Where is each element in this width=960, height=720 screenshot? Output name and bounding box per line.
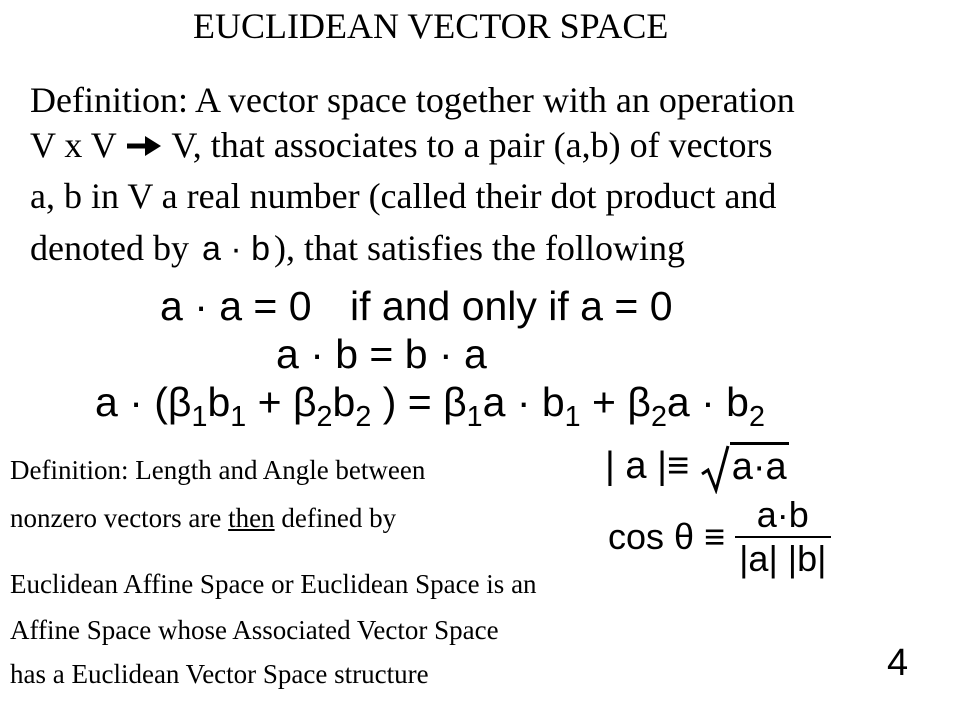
length-radicand: a·a <box>730 442 789 489</box>
affine-line-1: Euclidean Affine Space or Euclidean Space is an <box>10 569 537 599</box>
length-angle-line-2 <box>10 500 396 536</box>
angle-numerator: a·b <box>756 494 809 535</box>
angle-denominator: |a| |b| <box>735 536 830 580</box>
right-arrow-icon <box>125 133 163 159</box>
underlined-word: then <box>228 503 275 533</box>
axiom-positivity-right: if and only if a = 0 <box>350 283 673 329</box>
definition-line-2-start: V x V <box>30 125 126 165</box>
affine-line-3: has a Euclidean Vector Space structure <box>10 659 429 689</box>
definition-line-4 <box>30 226 685 271</box>
axiom-positivity-left: a · a = 0 <box>160 283 312 329</box>
angle-formula-left: cos θ ≡ <box>608 516 726 557</box>
radical-sign-icon <box>700 444 730 494</box>
axiom-symmetry: a · b = b · a <box>276 331 487 377</box>
angle-formula <box>608 494 831 580</box>
definition-line-4-start: denoted by <box>30 228 198 268</box>
dot-product-notation: a · b <box>201 230 271 268</box>
length-angle-line-2-end: defined by <box>274 503 397 533</box>
page-number: 4 <box>887 642 909 684</box>
length-formula-left: | a |≡ <box>605 445 690 487</box>
definition-line-3: a, b in V a real number (called their dot product and <box>30 176 777 216</box>
page-title: EUCLIDEAN VECTOR SPACE <box>193 6 669 46</box>
definition-line-1: Definition: A vector space together with an operation <box>30 80 795 120</box>
axiom-linearity: $a \cdot (\beta_1b_1 + \beta_2b_2$ ) = $\beta_1a \cdot b_1 + \beta_2a \cdot b_2$ <box>95 379 765 434</box>
definition-line-4-end: ), that satisfies the following <box>274 228 685 268</box>
definition-line-2 <box>30 123 773 167</box>
length-angle-line-1: Definition: Length and Angle between <box>10 455 426 485</box>
length-angle-line-2-start: nonzero vectors are <box>10 503 229 533</box>
angle-fraction <box>735 494 830 580</box>
definition-line-2-end: V, that associates to a pair (a,b) of vectors <box>163 125 773 165</box>
square-root <box>700 441 789 494</box>
affine-line-2: Affine Space whose Associated Vector Space <box>10 615 499 645</box>
length-formula <box>605 440 789 494</box>
